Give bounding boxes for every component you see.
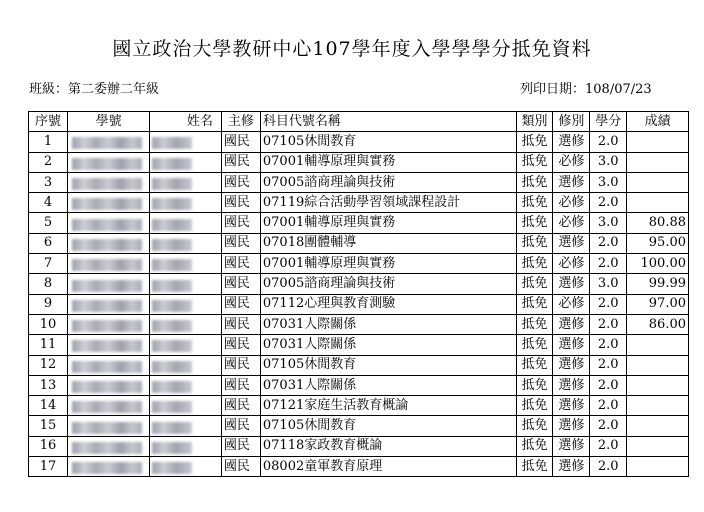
row-no: 6 <box>29 233 68 253</box>
row-grade <box>627 132 689 152</box>
row-course: 07105休閒教育 <box>260 132 516 152</box>
row-name <box>150 294 222 314</box>
row-category: 抵免 <box>516 213 553 233</box>
redacted-student-name <box>152 340 192 352</box>
row-student-id <box>68 254 150 274</box>
row-student-id <box>68 457 150 477</box>
row-no: 15 <box>29 416 68 436</box>
row-credits: 2.0 <box>590 375 627 395</box>
row-name <box>150 416 222 436</box>
row-required: 選修 <box>553 375 590 395</box>
redacted-student-id <box>72 239 142 251</box>
redacted-student-name <box>152 137 192 149</box>
redacted-student-id <box>72 280 142 292</box>
row-student-id <box>68 314 150 334</box>
row-course: 07031人際關係 <box>260 314 516 334</box>
row-category: 抵免 <box>516 172 553 192</box>
table-row <box>29 274 689 294</box>
redacted-student-name <box>152 320 192 332</box>
row-name <box>150 132 222 152</box>
row-no: 9 <box>29 294 68 314</box>
row-credits: 2.0 <box>590 233 627 253</box>
row-grade <box>627 396 689 416</box>
row-grade <box>627 152 689 172</box>
row-grade <box>627 193 689 213</box>
row-required: 選修 <box>553 172 590 192</box>
redacted-student-name <box>152 178 192 190</box>
row-credits: 2.0 <box>590 132 627 152</box>
row-no: 14 <box>29 396 68 416</box>
row-name <box>150 396 222 416</box>
table-row <box>29 396 689 416</box>
row-name <box>150 274 222 294</box>
row-credits: 3.0 <box>590 172 627 192</box>
row-category: 抵免 <box>516 152 553 172</box>
redacted-student-id <box>72 442 142 454</box>
row-student-id <box>68 355 150 375</box>
row-major: 國民 <box>221 213 260 233</box>
row-required: 必修 <box>553 152 590 172</box>
redacted-student-name <box>152 198 192 210</box>
table-row <box>29 152 689 172</box>
row-category: 抵免 <box>516 294 553 314</box>
redacted-student-name <box>152 158 192 170</box>
row-course: 07001輔導原理與實務 <box>260 213 516 233</box>
row-required: 選修 <box>553 396 590 416</box>
row-grade <box>627 457 689 477</box>
table-row <box>29 375 689 395</box>
header-required: 修別 <box>553 112 590 132</box>
row-name <box>150 254 222 274</box>
row-major: 國民 <box>221 396 260 416</box>
row-category: 抵免 <box>516 416 553 436</box>
row-student-id <box>68 335 150 355</box>
row-credits: 2.0 <box>590 193 627 213</box>
row-major: 國民 <box>221 193 260 213</box>
row-student-id <box>68 375 150 395</box>
row-required: 選修 <box>553 416 590 436</box>
row-credits: 2.0 <box>590 314 627 334</box>
table-row <box>29 314 689 334</box>
row-course: 07118家政教育概論 <box>260 436 516 456</box>
row-course: 07105休閒教育 <box>260 416 516 436</box>
table-row <box>29 416 689 436</box>
row-student-id <box>68 193 150 213</box>
row-course: 07005諮商理論與技術 <box>260 274 516 294</box>
redacted-student-id <box>72 259 142 271</box>
row-major: 國民 <box>221 335 260 355</box>
class-info <box>29 78 159 97</box>
redacted-student-name <box>152 462 192 474</box>
row-grade <box>627 436 689 456</box>
row-credits: 3.0 <box>590 152 627 172</box>
table-row <box>29 193 689 213</box>
row-grade: 80.88 <box>627 213 689 233</box>
row-name <box>150 335 222 355</box>
row-category: 抵免 <box>516 193 553 213</box>
row-course: 07031人際關係 <box>260 335 516 355</box>
row-grade: 99.99 <box>627 274 689 294</box>
row-required: 必修 <box>553 294 590 314</box>
row-major: 國民 <box>221 355 260 375</box>
header-student-id: 學號 <box>68 112 150 132</box>
row-required: 選修 <box>553 436 590 456</box>
row-grade: 95.00 <box>627 233 689 253</box>
table-row <box>29 436 689 456</box>
table-row <box>29 132 689 152</box>
row-major: 國民 <box>221 436 260 456</box>
table-row <box>29 457 689 477</box>
row-required: 選修 <box>553 314 590 334</box>
row-credits: 2.0 <box>590 335 627 355</box>
row-no: 10 <box>29 314 68 334</box>
row-no: 4 <box>29 193 68 213</box>
redacted-student-id <box>72 381 142 393</box>
row-category: 抵免 <box>516 375 553 395</box>
header-no: 序號 <box>29 112 68 132</box>
class-value: 第二委辦二年級 <box>68 82 160 97</box>
document-title: 國立政治大學教研中心107學年度入學學學分抵免資料 <box>112 38 592 60</box>
row-no: 3 <box>29 172 68 192</box>
print-date-info <box>520 78 652 97</box>
row-grade: 100.00 <box>627 254 689 274</box>
row-no: 16 <box>29 436 68 456</box>
row-no: 12 <box>29 355 68 375</box>
redacted-student-id <box>72 340 142 352</box>
table-body <box>29 132 689 477</box>
redacted-student-id <box>72 401 142 413</box>
row-course: 07001輔導原理與實務 <box>260 152 516 172</box>
row-no: 2 <box>29 152 68 172</box>
row-student-id <box>68 213 150 233</box>
row-required: 選修 <box>553 457 590 477</box>
table-row <box>29 355 689 375</box>
row-name <box>150 375 222 395</box>
header-credits: 學分 <box>590 112 627 132</box>
row-major: 國民 <box>221 233 260 253</box>
row-name <box>150 314 222 334</box>
redacted-student-name <box>152 259 192 271</box>
row-credits: 2.0 <box>590 254 627 274</box>
header-name: 姓名 <box>150 112 222 132</box>
redacted-student-id <box>72 462 142 474</box>
redacted-student-id <box>72 198 142 210</box>
header-course: 科目代號名稱 <box>260 112 516 132</box>
row-credits: 2.0 <box>590 396 627 416</box>
row-major: 國民 <box>221 375 260 395</box>
row-no: 1 <box>29 132 68 152</box>
redacted-student-name <box>152 401 192 413</box>
row-major: 國民 <box>221 416 260 436</box>
row-category: 抵免 <box>516 335 553 355</box>
redacted-student-name <box>152 381 192 393</box>
row-required: 必修 <box>553 213 590 233</box>
row-student-id <box>68 294 150 314</box>
row-no: 13 <box>29 375 68 395</box>
redacted-student-name <box>152 280 192 292</box>
class-label: 班級： <box>29 82 69 97</box>
redacted-student-id <box>72 300 142 312</box>
row-category: 抵免 <box>516 314 553 334</box>
header-grade: 成績 <box>627 112 689 132</box>
redacted-student-name <box>152 442 192 454</box>
row-major: 國民 <box>221 132 260 152</box>
row-required: 必修 <box>553 193 590 213</box>
table-row <box>29 335 689 355</box>
row-grade <box>627 375 689 395</box>
row-no: 7 <box>29 254 68 274</box>
row-name <box>150 436 222 456</box>
row-credits: 2.0 <box>590 416 627 436</box>
redacted-student-id <box>72 361 142 373</box>
redacted-student-id <box>72 422 142 434</box>
row-course: 07105休閒教育 <box>260 355 516 375</box>
row-course: 08002童軍教育原理 <box>260 457 516 477</box>
row-grade <box>627 335 689 355</box>
print-date-label: 列印日期： <box>520 82 586 97</box>
row-major: 國民 <box>221 457 260 477</box>
row-category: 抵免 <box>516 233 553 253</box>
header-category: 類別 <box>516 112 553 132</box>
row-student-id <box>68 396 150 416</box>
row-student-id <box>68 274 150 294</box>
row-course: 07018團體輔導 <box>260 233 516 253</box>
row-credits: 3.0 <box>590 213 627 233</box>
row-grade: 86.00 <box>627 314 689 334</box>
row-credits: 2.0 <box>590 294 627 314</box>
row-credits: 2.0 <box>590 355 627 375</box>
row-required: 選修 <box>553 132 590 152</box>
row-course: 07031人際關係 <box>260 375 516 395</box>
row-credits: 2.0 <box>590 436 627 456</box>
row-category: 抵免 <box>516 254 553 274</box>
row-name <box>150 152 222 172</box>
row-category: 抵免 <box>516 274 553 294</box>
row-course: 07121家庭生活教育概論 <box>260 396 516 416</box>
row-credits: 2.0 <box>590 457 627 477</box>
table-row <box>29 172 689 192</box>
row-required: 選修 <box>553 274 590 294</box>
redacted-student-name <box>152 361 192 373</box>
redacted-student-id <box>72 320 142 332</box>
row-no: 5 <box>29 213 68 233</box>
redacted-student-id <box>72 219 142 231</box>
row-grade: 97.00 <box>627 294 689 314</box>
row-category: 抵免 <box>516 355 553 375</box>
table-row <box>29 233 689 253</box>
row-major: 國民 <box>221 254 260 274</box>
row-name <box>150 457 222 477</box>
redacted-student-name <box>152 422 192 434</box>
row-category: 抵免 <box>516 457 553 477</box>
credit-waiver-table <box>28 111 689 477</box>
row-category: 抵免 <box>516 396 553 416</box>
table-row <box>29 294 689 314</box>
row-no: 17 <box>29 457 68 477</box>
row-major: 國民 <box>221 172 260 192</box>
row-course: 07005諮商理論與技術 <box>260 172 516 192</box>
row-student-id <box>68 132 150 152</box>
row-required: 選修 <box>553 233 590 253</box>
print-date-value: 108/07/23 <box>585 82 652 97</box>
row-credits: 3.0 <box>590 274 627 294</box>
row-major: 國民 <box>221 294 260 314</box>
row-name <box>150 213 222 233</box>
table-row <box>29 254 689 274</box>
row-course: 07119綜合活動學習領域課程設計 <box>260 193 516 213</box>
row-grade <box>627 172 689 192</box>
row-student-id <box>68 152 150 172</box>
row-grade <box>627 355 689 375</box>
row-major: 國民 <box>221 152 260 172</box>
row-course: 07001輔導原理與實務 <box>260 254 516 274</box>
table-header-row <box>29 112 689 132</box>
row-student-id <box>68 416 150 436</box>
row-name <box>150 233 222 253</box>
table-row <box>29 213 689 233</box>
row-major: 國民 <box>221 314 260 334</box>
row-student-id <box>68 436 150 456</box>
redacted-student-id <box>72 158 142 170</box>
redacted-student-name <box>152 239 192 251</box>
row-student-id <box>68 233 150 253</box>
row-name <box>150 172 222 192</box>
row-student-id <box>68 172 150 192</box>
header-major: 主修 <box>221 112 260 132</box>
row-name <box>150 193 222 213</box>
row-no: 11 <box>29 335 68 355</box>
redacted-student-name <box>152 219 192 231</box>
redacted-student-id <box>72 178 142 190</box>
row-required: 選修 <box>553 335 590 355</box>
row-course: 07112心理與教育測驗 <box>260 294 516 314</box>
row-major: 國民 <box>221 274 260 294</box>
row-no: 8 <box>29 274 68 294</box>
row-grade <box>627 416 689 436</box>
row-required: 選修 <box>553 355 590 375</box>
row-category: 抵免 <box>516 436 553 456</box>
redacted-student-id <box>72 137 142 149</box>
row-required: 必修 <box>553 254 590 274</box>
redacted-student-name <box>152 300 192 312</box>
row-name <box>150 355 222 375</box>
row-category: 抵免 <box>516 132 553 152</box>
